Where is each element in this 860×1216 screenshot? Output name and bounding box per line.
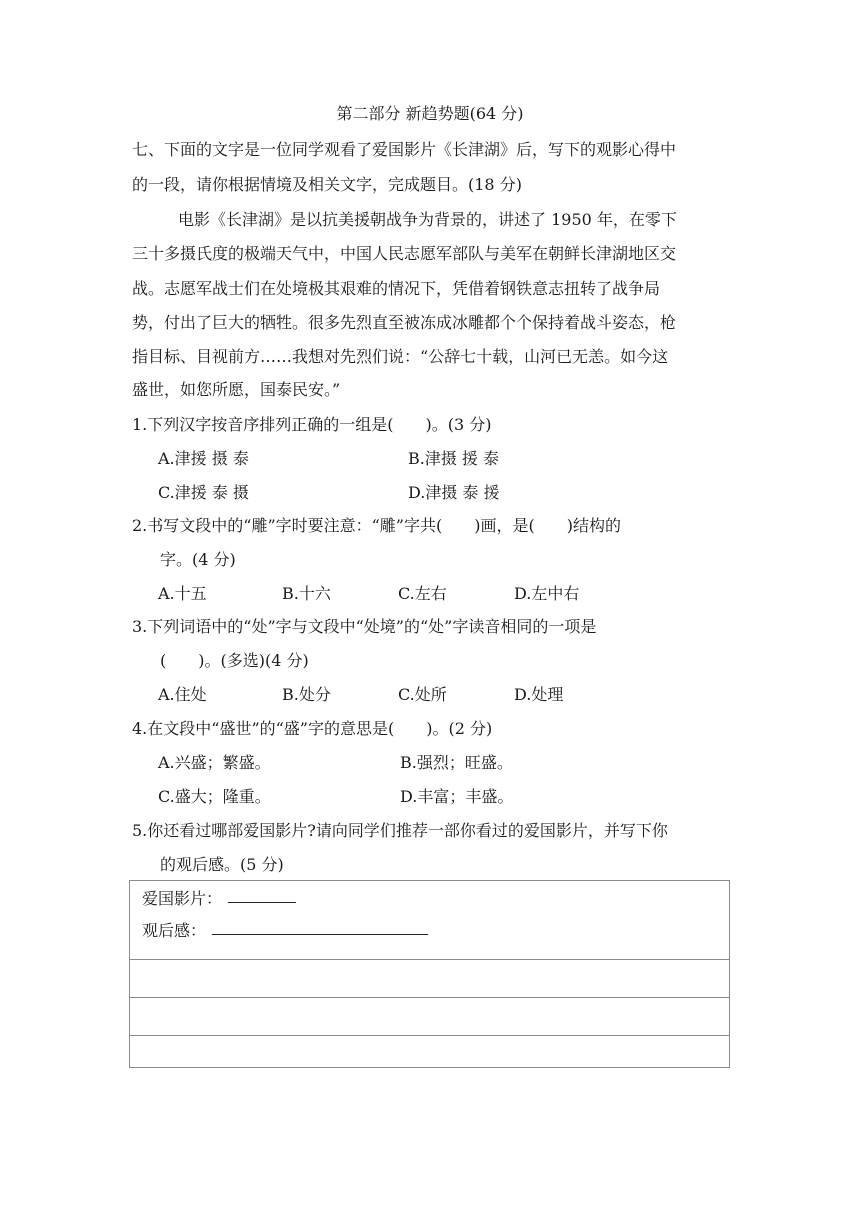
q1-option-d[interactable]: D.津摄 泰 援 (408, 483, 500, 502)
section-title: 第二部分 新趋势题(64 分) (336, 104, 524, 123)
review-blank[interactable] (212, 934, 428, 935)
passage-line-3: 战。志愿军战士们在处境极其艰难的情况下，凭借着钢铁意志扭转了战争局 (132, 279, 661, 298)
q4-option-b[interactable]: B.强烈；旺盛。 (400, 753, 513, 772)
writing-line-3[interactable] (130, 1035, 729, 1036)
q2-stem-cont: 字。(4 分) (160, 550, 236, 569)
passage-line-1: 电影《长津湖》是以抗美援朝战争为背景的，讲述了 1950 年，在零下 (178, 210, 677, 229)
film-label: 爱国影片： (142, 889, 223, 908)
film-blank[interactable] (228, 902, 296, 903)
q4-option-a[interactable]: A.兴盛；繁盛。 (158, 753, 271, 772)
q1-option-a[interactable]: A.津援 摄 泰 (158, 449, 249, 468)
q4-option-c[interactable]: C.盛大；隆重。 (158, 787, 271, 806)
q3-option-a[interactable]: A.住处 (158, 685, 207, 704)
q3-stem: 3.下列词语中的“处”字与文段中“处境”的“处”字读音相同的一项是 (132, 617, 597, 636)
answer-box (129, 880, 730, 1068)
q7-line-2: 的一段，请你根据情境及相关文字，完成题目。(18 分) (132, 175, 522, 194)
writing-line-2[interactable] (130, 997, 729, 998)
passage-line-5: 指目标、目视前方……我想对先烈们说：“公辞七十载，山河已无恙。如今这 (132, 347, 669, 366)
q7-line-1: 七、下面的文字是一位同学观看了爱国影片《长津湖》后，写下的观影心得中 (132, 140, 677, 159)
writing-line-1[interactable] (130, 959, 729, 960)
passage-line-4: 势，付出了巨大的牺牲。很多先烈直至被冻成冰雕都个个保持着战斗姿态，枪 (132, 313, 677, 332)
q2-option-b[interactable]: B.十六 (282, 584, 331, 603)
q1-stem: 1.下列汉字按音序排列正确的一组是( )。(3 分) (132, 415, 492, 434)
q2-option-a[interactable]: A.十五 (158, 584, 207, 603)
passage-line-2: 三十多摄氏度的极端天气中，中国人民志愿军部队与美军在朝鲜长津湖地区交 (132, 244, 677, 263)
q4-option-d[interactable]: D.丰富；丰盛。 (400, 787, 514, 806)
q2-option-c[interactable]: C.左右 (398, 584, 447, 603)
q1-option-c[interactable]: C.津援 泰 摄 (158, 483, 249, 502)
q5-stem: 5.你还看过哪部爱国影片?请向同学们推荐一部你看过的爱国影片，并写下你 (132, 821, 668, 840)
passage-line-6: 盛世，如您所愿，国泰民安。” (132, 380, 341, 399)
q3-option-b[interactable]: B.处分 (282, 685, 331, 704)
q5-stem-cont: 的观后感。(5 分) (160, 855, 284, 874)
q3-option-d[interactable]: D.处理 (514, 685, 564, 704)
q3-stem-cont: ( )。(多选)(4 分) (160, 651, 309, 670)
q3-option-c[interactable]: C.处所 (398, 685, 447, 704)
q2-option-d[interactable]: D.左中右 (514, 584, 580, 603)
review-label: 观后感： (142, 921, 207, 940)
q2-stem: 2.书写文段中的“雕”字时要注意：“雕”字共( )画，是( )结构的 (132, 516, 621, 535)
q1-option-b[interactable]: B.津摄 援 泰 (408, 449, 500, 468)
q4-stem: 4.在文段中“盛世”的“盛”字的意思是( )。(2 分) (132, 719, 493, 738)
